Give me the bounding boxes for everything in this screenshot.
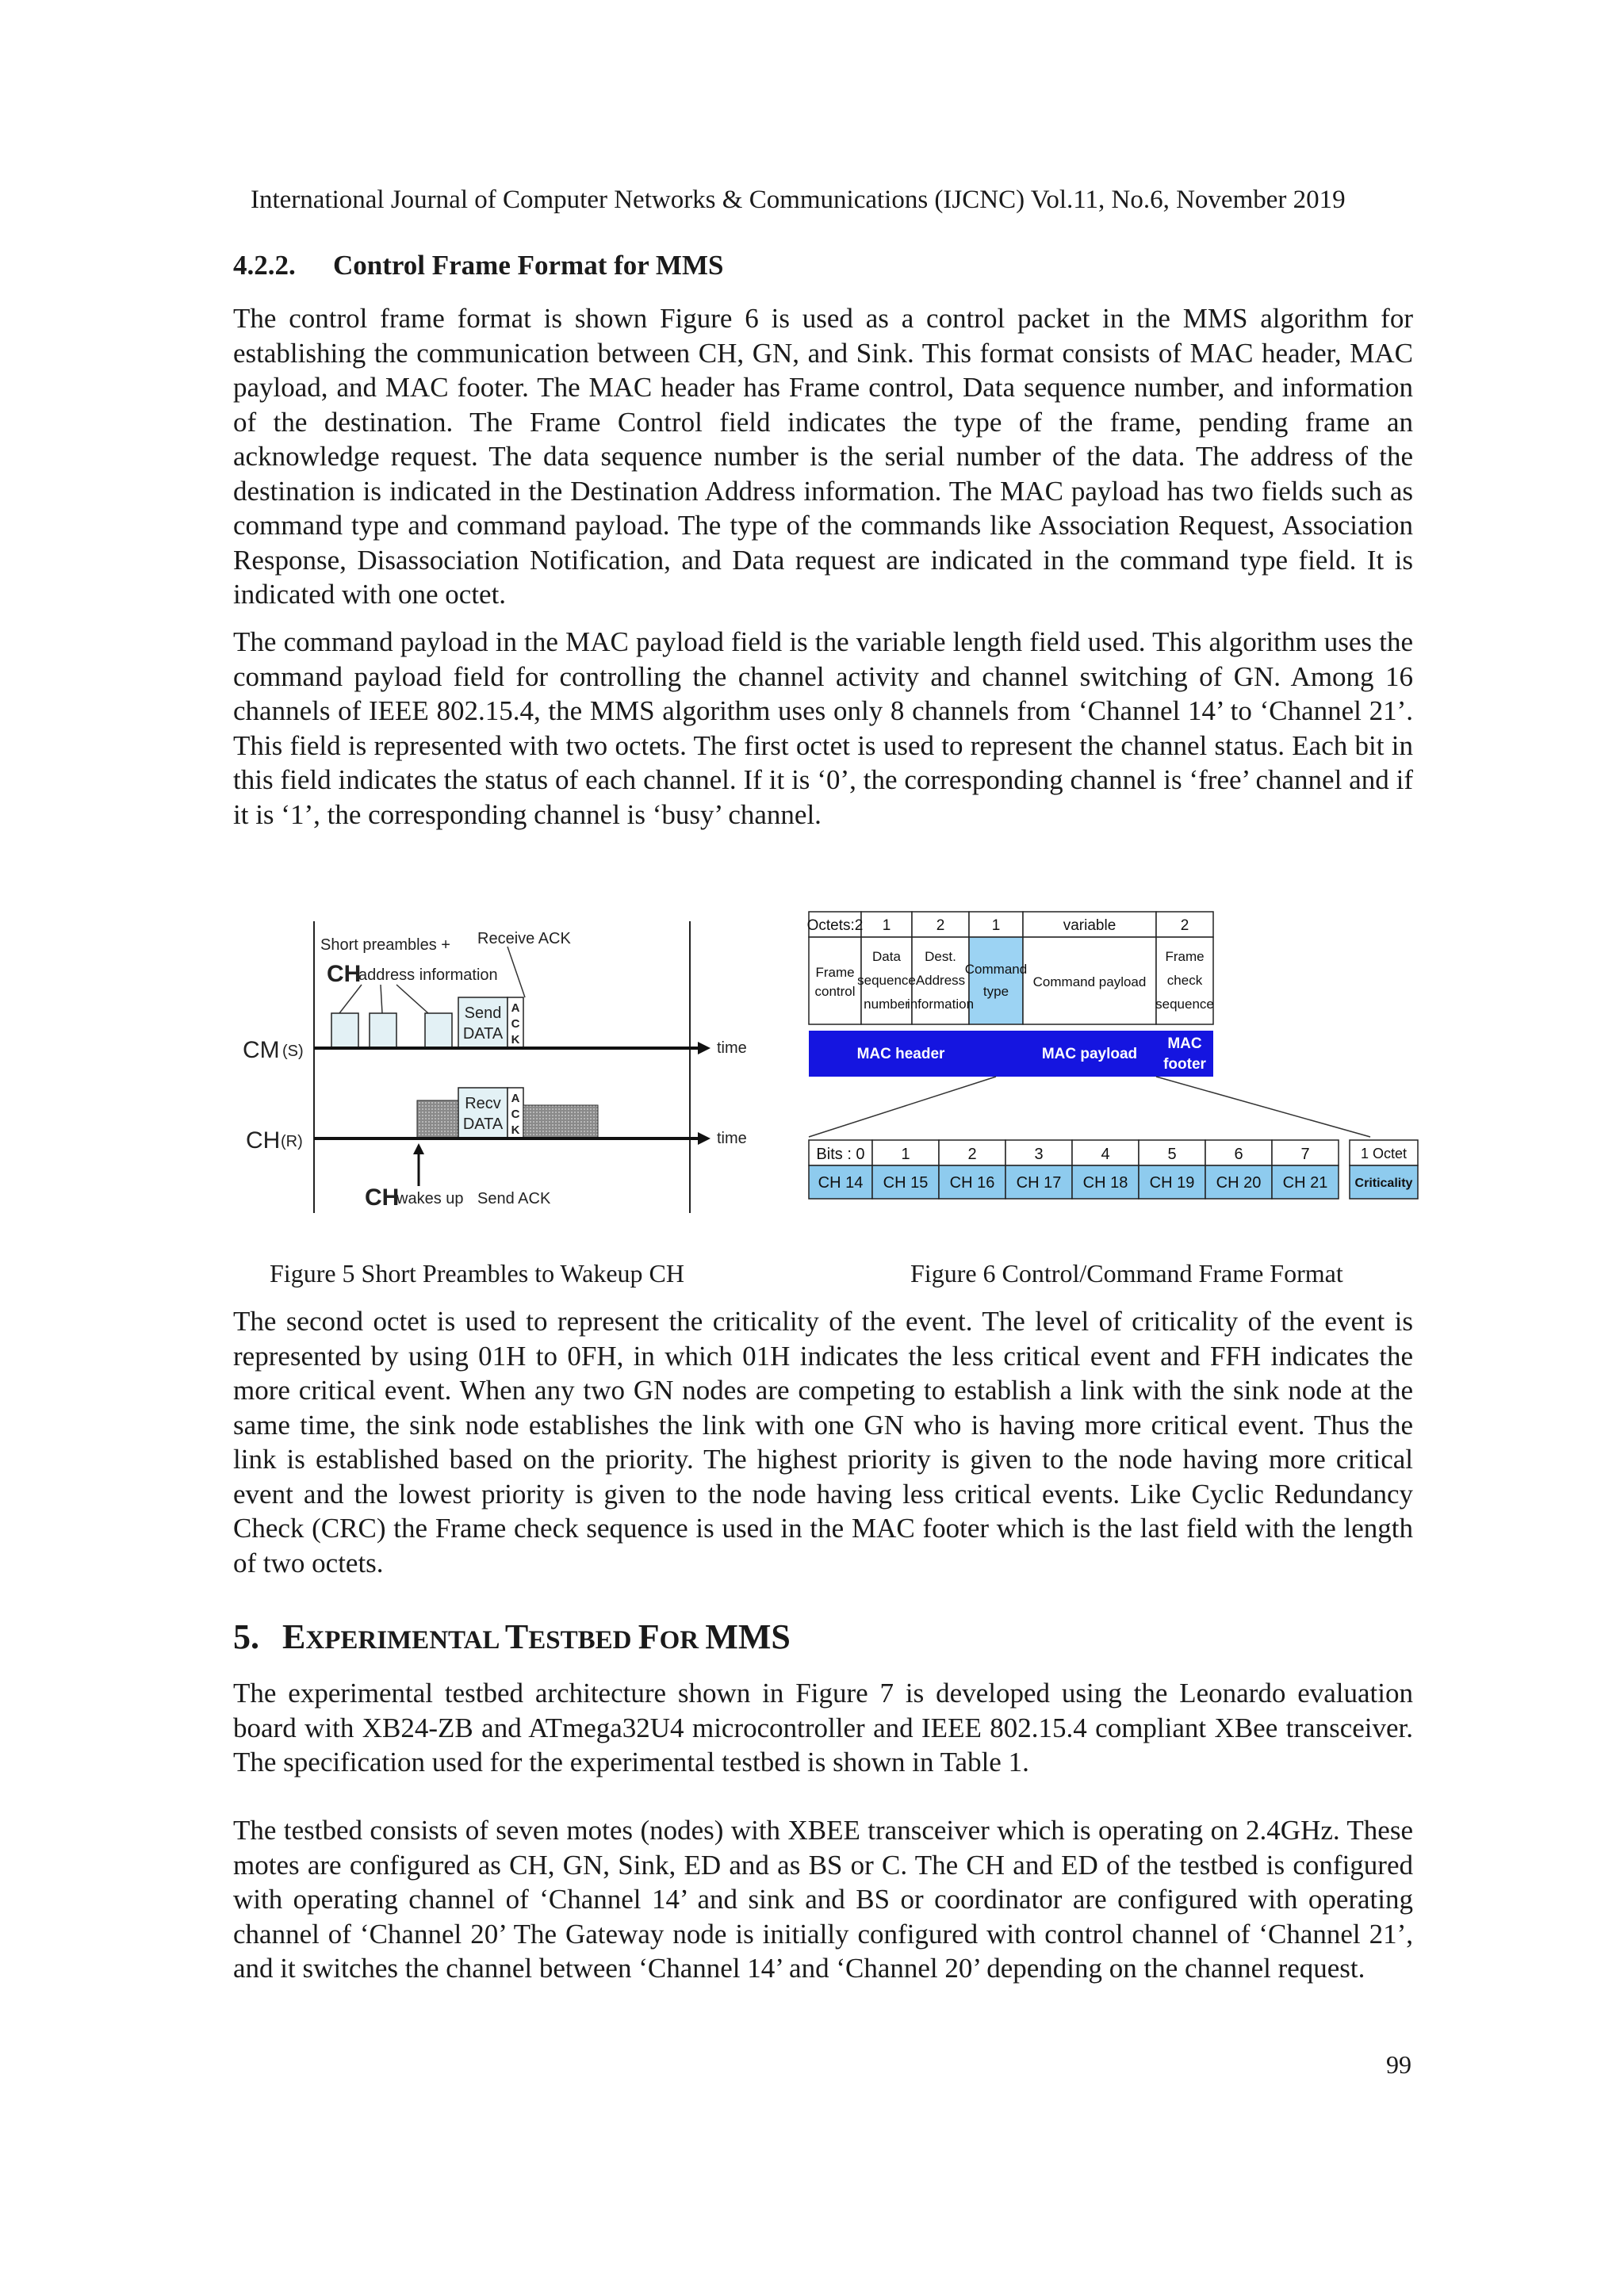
channel-label: CH 14 <box>818 1174 864 1192</box>
cm-sub-label: (S) <box>282 1043 304 1060</box>
field-text: sequence <box>1155 997 1214 1012</box>
channel-label: CH 17 <box>1016 1174 1062 1192</box>
preamble-box <box>370 1013 396 1048</box>
field-text: sequence <box>857 973 916 988</box>
cm-time-arrow <box>698 1042 710 1054</box>
ack-letter: A <box>511 1092 520 1105</box>
recv-data-text: DATA <box>462 1115 504 1133</box>
pointer-line <box>396 985 428 1013</box>
channel-label: CH 21 <box>1282 1174 1328 1192</box>
bit-label: 2 <box>967 1146 977 1163</box>
receive-ack-label: Receive ACK <box>477 930 571 947</box>
recv-data-text: Recv <box>465 1095 501 1112</box>
sleep-period-box <box>523 1105 598 1138</box>
field-text: Command <box>964 962 1028 977</box>
channel-label: CH 20 <box>1216 1174 1262 1192</box>
field-cell-command-type <box>969 937 1023 1024</box>
one-octet-label: 1 Octet <box>1360 1146 1408 1161</box>
ch-label: CH <box>246 1127 281 1154</box>
section-title-small: OR <box>659 1626 706 1655</box>
octet-label: 2 <box>936 917 945 934</box>
wakeup-arrow-head <box>413 1143 424 1154</box>
bit-label: 7 <box>1300 1146 1310 1163</box>
channel-label: CH 18 <box>1082 1174 1128 1192</box>
ch-wakes-label: CH <box>365 1184 400 1211</box>
cm-label: CM <box>243 1037 280 1063</box>
figure-5-diagram <box>238 912 777 1221</box>
mac-header-label: MAC header <box>856 1046 945 1062</box>
send-data-text: Send <box>464 1004 502 1022</box>
time-label-ch: time <box>717 1130 747 1147</box>
field-text: number <box>864 997 910 1012</box>
paragraph-testbed-motes: The testbed consists of seven motes (nodes) with XBEE transceiver which is operating on 2.4GHz. These motes are configured as CH, GN, Sink, ED and as BS or C. The CH and ED of the testbed is configured with operating channel of ‘Channel 14’ and sink and BS or coordinator are configured with operating channel of ‘Channel 20’ The Gateway node is initially configured with control channel of ‘Channel 21’, and it switches the channel between ‘Channel 14’ and ‘Channel 20’ depending on the channel request. <box>233 1815 1413 1984</box>
mac-payload-label: MAC payload <box>1041 1046 1138 1062</box>
ack-letter: A <box>511 1001 520 1015</box>
running-header: International Journal of Computer Networks & Communications (IJCNC) Vol.11, No.6, November 2019 <box>251 186 1346 214</box>
section-title-cap: MMS <box>705 1617 791 1656</box>
preamble-box <box>331 1013 358 1048</box>
paragraph-control-frame: The control frame format is shown Figure 6 is used as a control packet in the MMS algorithm for establishing the communication between CH, GN, and Sink. This format consists of MAC header, MAC payload, and MAC footer. The MAC header has Frame control, Data sequence number, and information of the destination. The Frame Control field indicates the type of the frame, pending frame an acknowledge request. The data sequence number is the serial number of the data. The address of the destination is indicated in the Destination Address information. The MAC payload has two fields such as command type and command payload. The type of the commands like Association Request, Association Response, Disassociation Notification, and Data request are indicated in the command type field. It is indicated with one octet. <box>233 303 1413 610</box>
time-label-cm: time <box>717 1039 747 1057</box>
bit-label: Bits : 0 <box>816 1146 865 1163</box>
field-text: check <box>1166 973 1203 988</box>
wakes-up-label: wakes up <box>396 1190 464 1207</box>
mac-footer-label: MAC <box>1167 1035 1202 1052</box>
channel-label: CH 19 <box>1149 1174 1195 1192</box>
octet-label: 2 <box>1180 917 1189 934</box>
pointer-line <box>508 947 525 997</box>
field-text: Dest. <box>925 949 956 964</box>
expand-line-right <box>1156 1077 1370 1137</box>
expand-line-left <box>809 1077 996 1137</box>
field-cell <box>809 937 861 1024</box>
channel-label: CH 15 <box>883 1174 929 1192</box>
octet-label: 1 <box>882 917 891 934</box>
section-title-small: ESTBED <box>528 1626 638 1655</box>
field-text: Address <box>915 973 966 988</box>
ack-letter: K <box>511 1033 520 1047</box>
paragraph-command-payload: The command payload in the MAC payload field is the variable length field used. This algorithm uses the command payload field for controlling the channel activity and channel switching of GN. Among 16 channels of IEEE 802.15.4, the MMS algorithm uses only 8 channels from ‘Channel 14’ to ‘Channel 21’. This field is represented with two octets. The first octet is used to represent the channel status. Each bit in this field indicates the status of each channel. If it is ‘0’, the corresponding channel is ‘free’ channel and if it is ‘1’, the corresponding channel is ‘busy’ channel. <box>233 626 1413 830</box>
field-text: type <box>982 984 1009 999</box>
send-ack-label: Send ACK <box>477 1190 551 1207</box>
section-title-cap: E <box>282 1617 306 1656</box>
ack-letter: K <box>511 1123 520 1137</box>
bit-label: 5 <box>1167 1146 1177 1163</box>
section-title-cap: T <box>504 1617 529 1656</box>
section-number: 4.2.2. <box>233 250 296 281</box>
section-number: 5. <box>233 1617 259 1656</box>
figure-6-caption: Figure 6 Control/Command Frame Format <box>910 1259 1343 1288</box>
channel-label: CH 16 <box>949 1174 995 1192</box>
octet-label: variable <box>1063 917 1116 934</box>
send-data-text: DATA <box>462 1025 504 1043</box>
field-text: Command payload <box>1032 974 1147 989</box>
section-title-small: XPERIMENTAL <box>305 1626 505 1655</box>
bit-label: 4 <box>1101 1146 1110 1163</box>
pointer-line <box>339 985 362 1013</box>
ch-label-top: CH <box>327 961 362 987</box>
mac-footer-label: footer <box>1163 1056 1206 1073</box>
paragraph-testbed-architecture: The experimental testbed architecture shown in Figure 7 is developed using the Leonardo evaluation board with XB24-ZB and ATmega32U4 microcontroller and IEEE 802.15.4 compliant XBee transceiver. The specification used for the experimental testbed is shown in Table 1. <box>233 1678 1413 1777</box>
paragraph-criticality: The second octet is used to represent the criticality of the event. The level of criticality of the event is represented by using 01H to 0FH, in which 01H indicates the less critical event and FFH indicates the more critical event. When any two GN nodes are competing to establish a link with the sink node at the same time, the sink node establishes the link with one GN who is having more critical event. Thus the link is established based on the priority. The highest priority is given to the node having more critical event and the lowest priority is given to the node having less critical events. Like Cyclic Redundancy Check (CRC) the Frame check sequence is used in the MAC footer which is the last field with the length of two octets. <box>233 1306 1413 1578</box>
ack-letter: C <box>511 1108 520 1121</box>
field-text: information <box>906 997 975 1012</box>
field-text: Frame <box>1165 949 1205 964</box>
field-text: Data <box>872 949 901 964</box>
octet-label: Octets:2 <box>806 917 864 934</box>
ch-sub-label: (R) <box>281 1133 303 1150</box>
octet-label: 1 <box>991 917 1001 934</box>
field-text: control <box>814 984 856 999</box>
section-heading-4-2-2 <box>233 249 723 282</box>
listen-period-box <box>417 1100 458 1138</box>
section-title: Control Frame Format for MMS <box>333 250 724 281</box>
section-heading-5 <box>233 1616 791 1662</box>
figure-6-diagram <box>806 907 1423 1218</box>
figure-5-caption: Figure 5 Short Preambles to Wakeup CH <box>270 1259 684 1288</box>
bit-label: 3 <box>1034 1146 1044 1163</box>
ack-letter: C <box>511 1017 520 1031</box>
criticality-label: Criticality <box>1354 1177 1413 1190</box>
bit-label: 1 <box>901 1146 910 1163</box>
pointer-line <box>381 985 382 1013</box>
address-info-label: address information <box>358 966 498 984</box>
bit-label: 6 <box>1234 1146 1243 1163</box>
short-preambles-label: Short preambles + <box>320 936 450 954</box>
section-title-cap: F <box>638 1617 660 1656</box>
preamble-box <box>425 1013 452 1048</box>
ch-time-arrow <box>698 1132 710 1145</box>
field-text: Frame <box>815 965 855 980</box>
page-number: 99 <box>1386 2050 1411 2079</box>
